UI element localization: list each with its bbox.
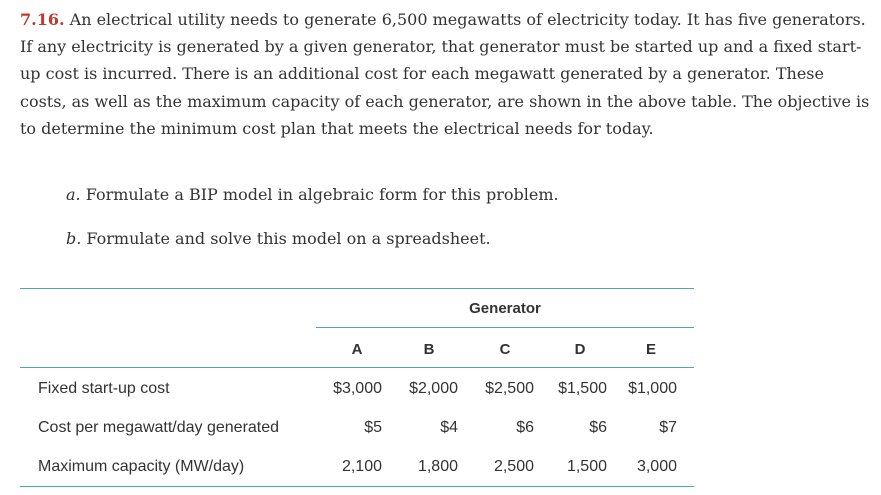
cell-fixed-e: $1,000: [628, 380, 677, 397]
cell-capacity-d: 1,500: [566, 458, 607, 475]
row-label-cost-per-mw: Cost per megawatt/day generated: [38, 419, 280, 436]
row-label-max-capacity: Maximum capacity (MW/day): [38, 458, 245, 475]
cell-cost-e: $7: [659, 419, 677, 436]
generator-group-header: Generator: [469, 300, 541, 317]
table-bottom-rule: [20, 486, 694, 487]
cell-cost-a: $5: [364, 419, 382, 436]
row-label-fixed-cost: Fixed start-up cost: [38, 380, 170, 397]
cell-cost-d: $6: [589, 419, 607, 436]
cell-capacity-e: 3,000: [636, 458, 677, 475]
generator-header-rule: [316, 327, 694, 328]
column-header-c: C: [499, 341, 511, 358]
problem-statement: [20, 6, 870, 142]
cell-capacity-a: 2,100: [341, 458, 382, 475]
table-top-rule: [20, 288, 694, 289]
part-b: [66, 229, 491, 248]
part-a-text: Formulate a BIP model in algebraic form for this problem.: [80, 185, 559, 204]
part-a: [66, 185, 559, 204]
column-header-a: A: [351, 341, 363, 358]
cell-fixed-c: $2,500: [485, 380, 534, 397]
cell-fixed-d: $1,500: [558, 380, 607, 397]
cell-fixed-a: $3,000: [333, 380, 382, 397]
part-b-letter: b.: [66, 229, 82, 248]
cell-capacity-c: 2,500: [493, 458, 534, 475]
cell-cost-b: $4: [440, 419, 458, 436]
problem-text: An electrical utility needs to generate 6,500 megawatts of electricity today. It has five generators. If any electricity is generated by a given generator, that generator must be started up and a fixed start-up cost is incurred. There is an additional cost for each megawatt generated by a generator. These costs, as well as the maximum capacity of each generator, are shown in the above table. The objective is to determine the minimum cost plan that meets the electrical needs for today.: [20, 10, 870, 138]
column-header-rule: [20, 367, 694, 368]
part-a-letter: a.: [66, 185, 81, 204]
cell-capacity-b: 1,800: [417, 458, 458, 475]
column-header-b: B: [423, 341, 435, 358]
column-header-d: D: [574, 341, 586, 358]
problem-number: 7.16.: [20, 10, 65, 29]
cell-cost-c: $6: [516, 419, 534, 436]
column-header-e: E: [645, 341, 656, 358]
part-b-text: Formulate and solve this model on a spreadsheet.: [81, 229, 491, 248]
cell-fixed-b: $2,000: [409, 380, 458, 397]
